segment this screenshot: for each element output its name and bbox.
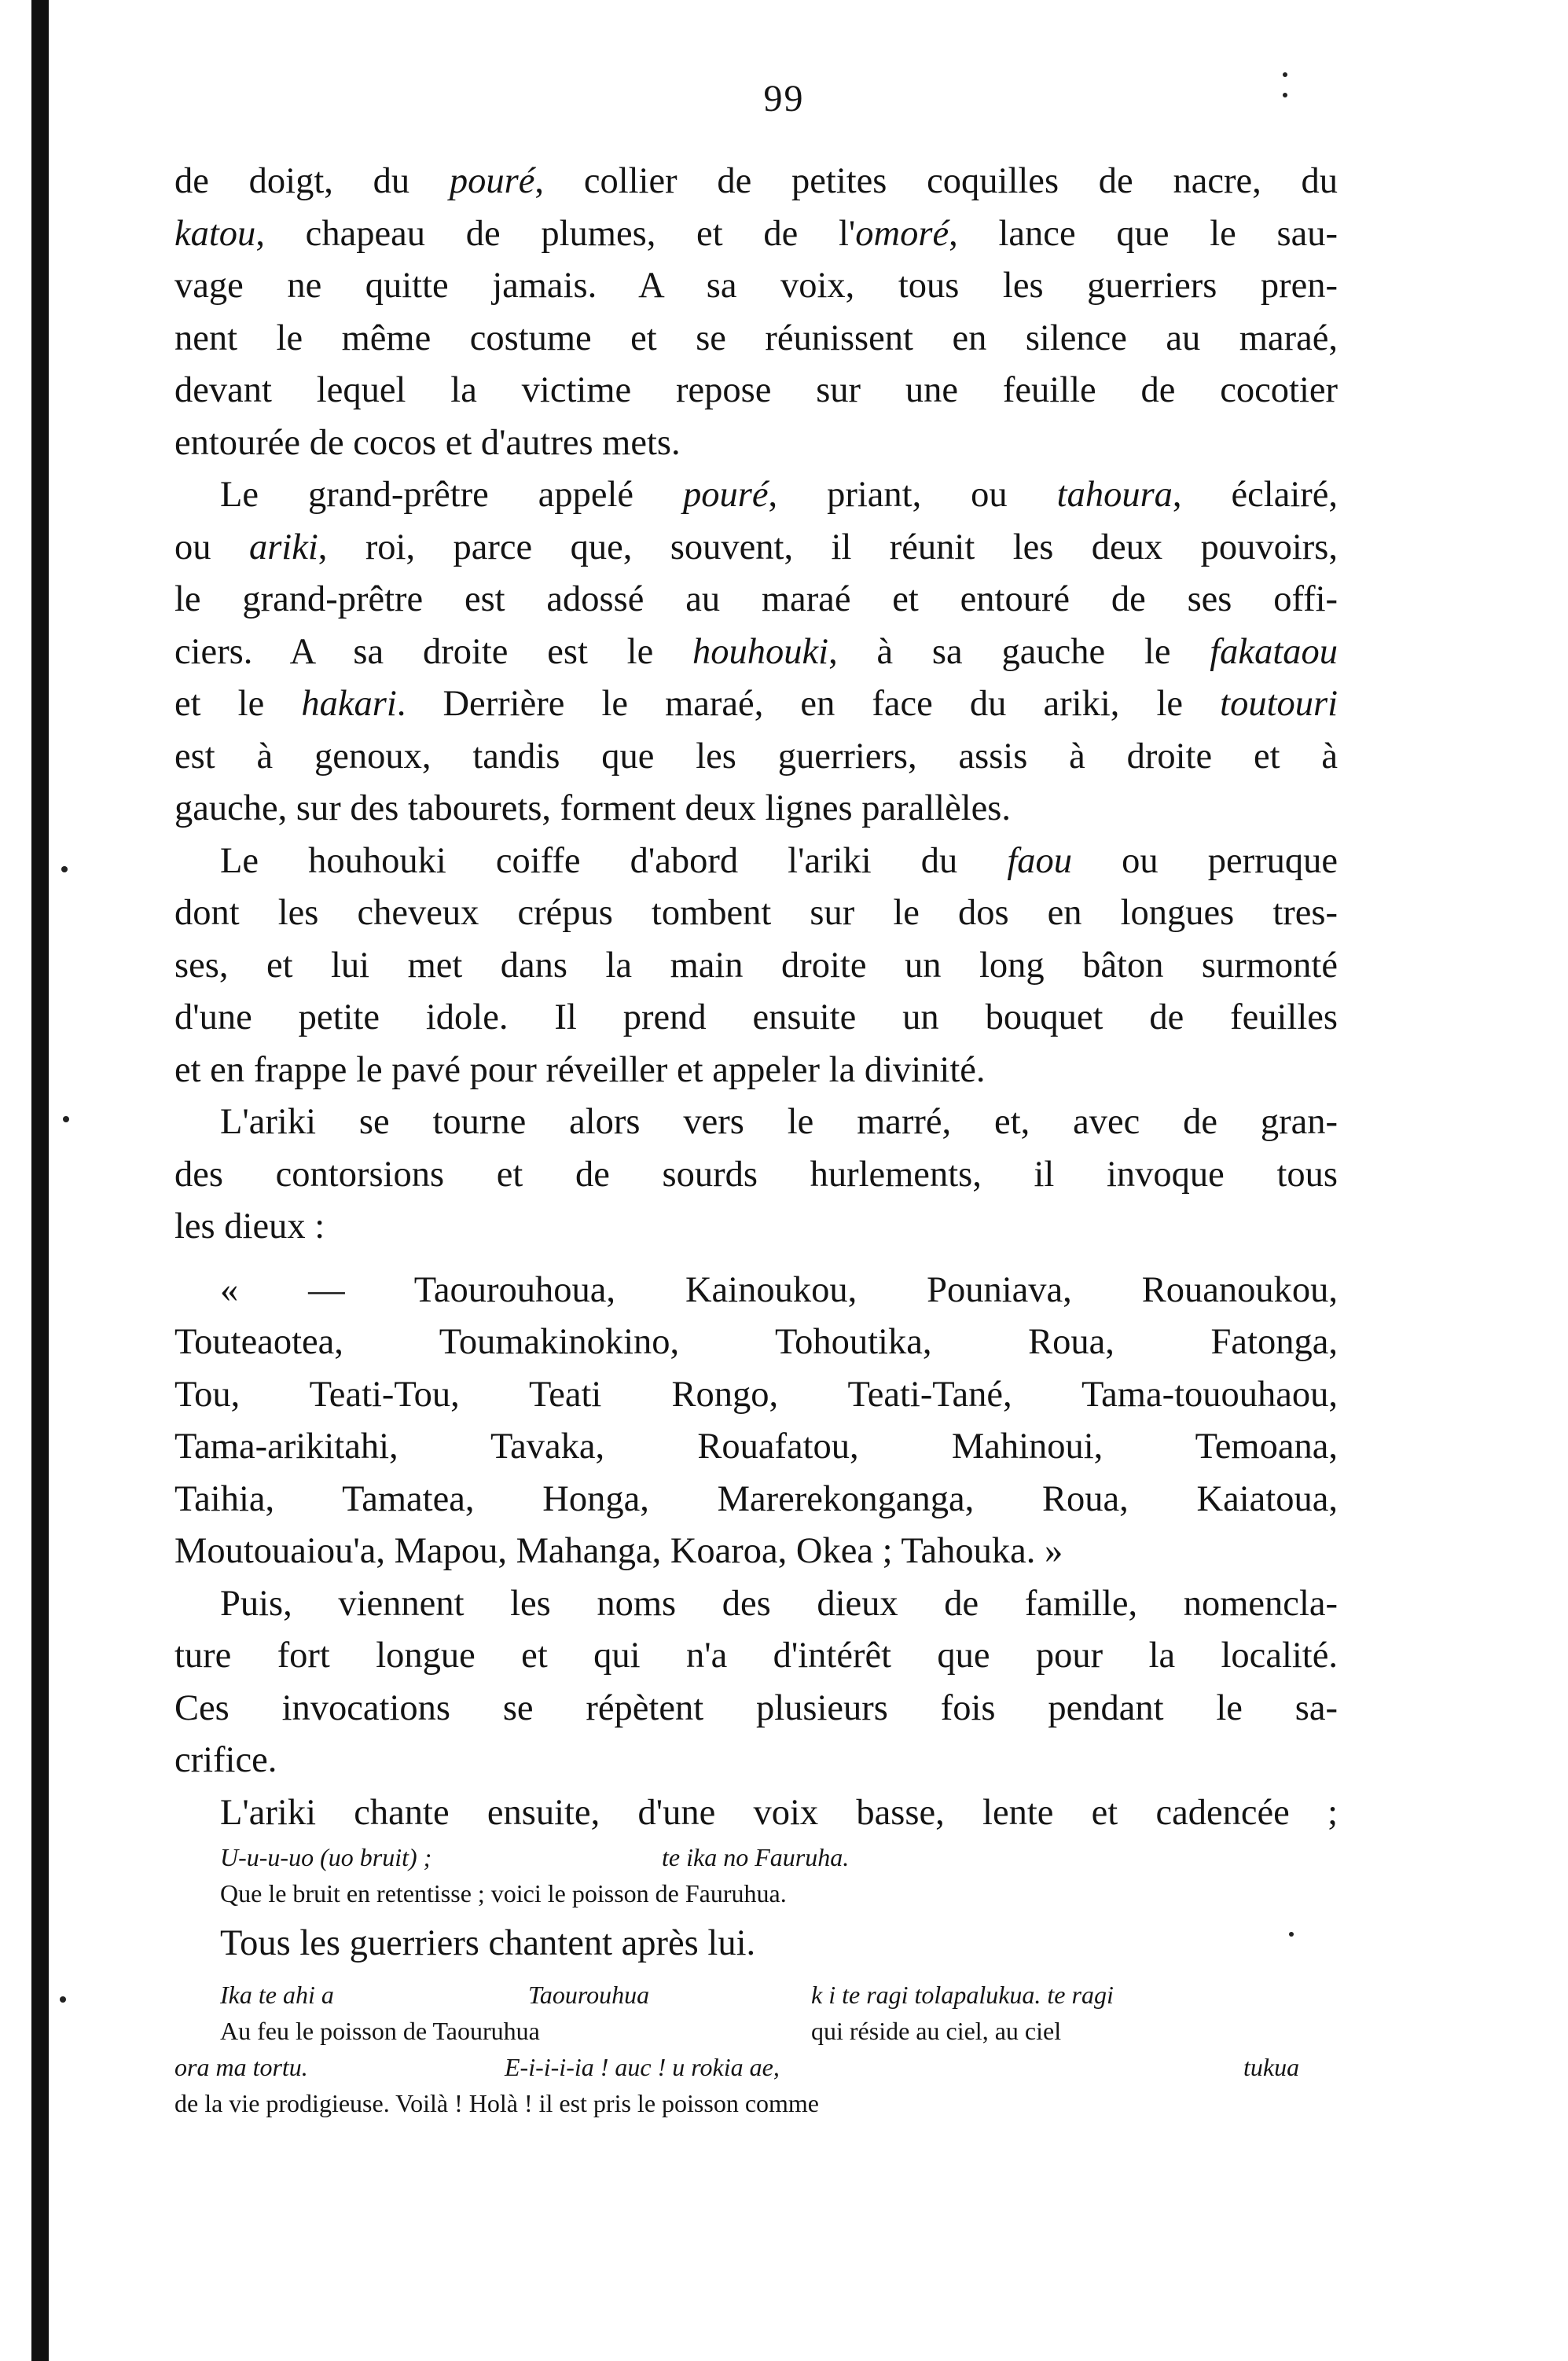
text-line: Ces invocations se répètent plusieurs fois pendant le sa- <box>174 1687 1338 1728</box>
text-line: et en frappe le pavé pour réveiller et appeler la divinité. <box>174 1049 986 1090</box>
text-line: L'ariki chante ensuite, d'une voix basse, lente et cadencée ; <box>220 1792 1338 1833</box>
text-line: les dieux : <box>174 1206 325 1247</box>
chant-french-line: de la vie prodigieuse. Voilà ! Holà ! il est pris le poisson comme <box>174 2088 819 2117</box>
gods-list-line: Taihia, Tamatea, Honga, Marerekonganga, Roua, Kaiatoua, <box>174 1478 1338 1519</box>
text-line: ciers. A sa droite est le houhouki, à sa gauche le fakataou <box>174 631 1338 672</box>
text-line: katou, chapeau de plumes, et de l'omoré, lance que le sau- <box>174 213 1338 254</box>
text-line: d'une petite idole. Il prend ensuite un bouquet de feuilles <box>174 997 1338 1037</box>
text-line: et le hakari. Derrière le maraé, en face du ariki, le toutouri <box>174 684 1338 724</box>
text-line: de doigt, du pouré, collier de petites coquilles de nacre, du <box>174 161 1338 201</box>
text-line: est à genoux, tandis que les guerriers, assis à droite et à <box>174 736 1338 777</box>
text-line: nent le même costume et se réunissent en silence au maraé, <box>174 318 1338 358</box>
gods-list-line: Tou, Teati-Tou, Teati Rongo, Teati-Tané, Tama-tououhaou, <box>174 1374 1338 1415</box>
chant-french-line: Au feu le poisson de Taouruhua qui réside au ciel, au ciel <box>220 2016 1062 2045</box>
chant-native-line: U-u-u-uo (uo bruit) ; te ika no Fauruha. <box>220 1843 850 1871</box>
text-line: ture fort longue et qui n'a d'intérêt que pour la localité. <box>174 1636 1338 1676</box>
chant-french-line: Que le bruit en retentisse ; voici le poisson de Fauruhua. <box>220 1879 787 1908</box>
text-line: des contorsions et de sourds hurlements, il invoque tous <box>174 1154 1338 1195</box>
text-line: ou ariki, roi, parce que, souvent, il réunit les deux pouvoirs, <box>174 527 1338 567</box>
gods-list-line: Moutouaiou'a, Mapou, Mahanga, Koaroa, Okea ; Tahouka. » <box>174 1531 1063 1571</box>
text-line: Tous les guerriers chantent après lui. <box>220 1923 756 1963</box>
page-number: 99 <box>763 78 805 119</box>
text-line: L'ariki se tourne alors vers le marré, et, avec de gran- <box>220 1102 1338 1142</box>
text-line: dont les cheveux crépus tombent sur le dos en longues tres- <box>174 893 1338 933</box>
text-line: le grand-prêtre est adossé au maraé et entouré de ses offi- <box>174 579 1338 619</box>
gods-list-line: « — Taourouhoua, Kainoukou, Pouniava, Rouanoukou, <box>220 1269 1338 1310</box>
text-line: Puis, viennent les noms des dieux de famille, nomencla- <box>220 1583 1338 1624</box>
book-spine-edge <box>31 0 49 2361</box>
text-line: Le houhouki coiffe d'abord l'ariki du faou ou perruque <box>220 840 1338 881</box>
text-line: gauche, sur des tabourets, forment deux lignes parallèles. <box>174 788 1011 828</box>
scan-speck <box>61 866 68 872</box>
text-line: Le grand-prêtre appelé pouré, priant, ou tahoura, éclairé, <box>220 475 1338 515</box>
scan-speck <box>63 1116 69 1122</box>
text-line: entourée de cocos et d'autres mets. <box>174 422 681 463</box>
chant-native-line: Ika te ahi a Taourouhua k i te ragi tolapalukua. te ragi <box>220 1980 1114 2009</box>
scan-speck <box>60 1996 66 2003</box>
gods-list-line: Tama-arikitahi, Tavaka, Rouafatou, Mahinoui, Temoana, <box>174 1427 1338 1467</box>
chant-native-line: ora ma tortu. E-i-i-i-ia ! auc ! u rokia ae, tukua <box>174 2052 1300 2081</box>
text-line: vage ne quitte jamais. A sa voix, tous les guerriers pren- <box>174 266 1338 306</box>
text-line: crifice. <box>174 1740 277 1780</box>
page-body <box>174 156 1338 2121</box>
gods-list-line: Touteaotea, Toumakinokino, Tohoutika, Roua, Fatonga, <box>174 1322 1338 1362</box>
text-line: ses, et lui met dans la main droite un long bâton surmonté <box>174 945 1338 986</box>
text-line: devant lequel la victime repose sur une feuille de cocotier <box>174 370 1338 410</box>
